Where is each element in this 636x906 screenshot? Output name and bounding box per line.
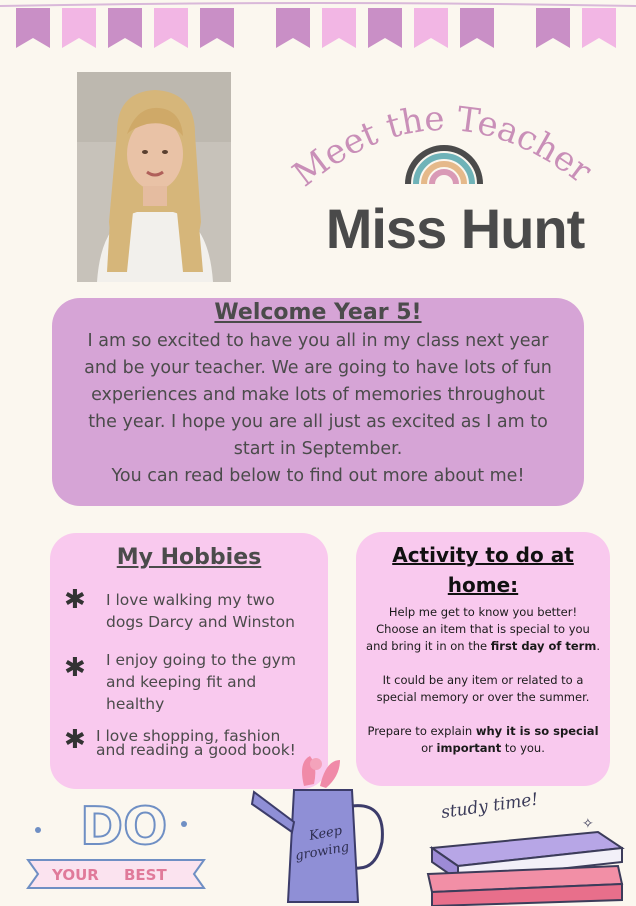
activity-title bbox=[356, 540, 610, 600]
rainbow-icon bbox=[408, 148, 480, 184]
growing-text: growing bbox=[294, 839, 351, 864]
welcome-line: start in September. bbox=[233, 439, 403, 459]
activity-paragraph bbox=[356, 672, 610, 706]
welcome-line: the year. I hope you are all just as excited as I am to bbox=[88, 412, 548, 432]
hobby-line: and reading a good book! bbox=[96, 741, 296, 759]
welcome-text bbox=[66, 328, 570, 490]
activity-title-line: home: bbox=[447, 573, 519, 597]
hobbies-panel bbox=[50, 533, 328, 789]
asterisk-bullet-icon: ✱ bbox=[64, 585, 86, 615]
asterisk-bullet-icon: ✱ bbox=[64, 725, 86, 755]
keep-text: Keep bbox=[308, 823, 344, 844]
sparkle-icon: ✧ bbox=[582, 816, 594, 832]
watering-can-decoration bbox=[248, 752, 398, 906]
activity-text: Help me get to know you better! bbox=[388, 605, 578, 619]
hobby-line: dogs Darcy and Winston bbox=[106, 613, 295, 631]
welcome-title: Welcome Year 5! bbox=[214, 300, 422, 325]
teacher-name: Miss Hunt bbox=[325, 197, 585, 260]
hobby-item bbox=[106, 589, 295, 633]
activity-bold-text: important bbox=[436, 741, 502, 755]
hobby-line: I enjoy going to the gym bbox=[106, 651, 296, 669]
meet-the-teacher-heading bbox=[280, 80, 610, 200]
meet-the-teacher-text: Meet the Teacher bbox=[285, 98, 599, 195]
welcome-line: I am so excited to have you all in my class next year bbox=[87, 331, 549, 351]
do-your-best-decoration bbox=[8, 790, 218, 902]
activity-bold-text: first day of term bbox=[490, 639, 597, 653]
do-text: DO bbox=[80, 797, 168, 857]
study-time-books-decoration bbox=[418, 788, 630, 906]
activity-text: to you. bbox=[501, 741, 545, 755]
activity-text: . bbox=[596, 639, 600, 653]
asterisk-bullet-icon: ✱ bbox=[64, 653, 86, 683]
welcome-panel bbox=[52, 298, 584, 506]
activity-text: special memory or over the summer. bbox=[376, 690, 590, 704]
activity-text: Choose an item that is special to you bbox=[376, 622, 590, 636]
activity-paragraph bbox=[356, 604, 610, 655]
activity-text: and bring it in on the bbox=[366, 639, 491, 653]
best-text: BEST bbox=[124, 866, 167, 884]
hobby-line: I love walking my two bbox=[106, 591, 275, 609]
activity-title-line: Activity to do at bbox=[392, 543, 574, 567]
hobby-item bbox=[106, 649, 296, 715]
activity-text: or bbox=[421, 741, 437, 755]
teacher-photo bbox=[77, 72, 231, 282]
hobby-line: healthy bbox=[106, 695, 165, 713]
hobby-line: and keeping fit and bbox=[106, 673, 257, 691]
activity-panel bbox=[356, 532, 610, 786]
study-time-text: study time! bbox=[439, 789, 540, 823]
welcome-line: You can read below to find out more about me! bbox=[111, 466, 525, 486]
hobbies-title: My Hobbies bbox=[116, 545, 262, 570]
bunting-banner bbox=[0, 0, 636, 60]
activity-bold-text: why it is so special bbox=[475, 724, 599, 738]
welcome-line: and be your teacher. We are going to have lots of fun bbox=[84, 358, 552, 378]
hobby-line: I love shopping, fashion bbox=[96, 727, 281, 745]
welcome-line: experiences and make lots of memories throughout bbox=[91, 385, 545, 405]
activity-text: Prepare to explain bbox=[367, 724, 476, 738]
your-text: YOUR bbox=[52, 866, 99, 884]
activity-text: It could be any item or related to a bbox=[382, 673, 584, 687]
